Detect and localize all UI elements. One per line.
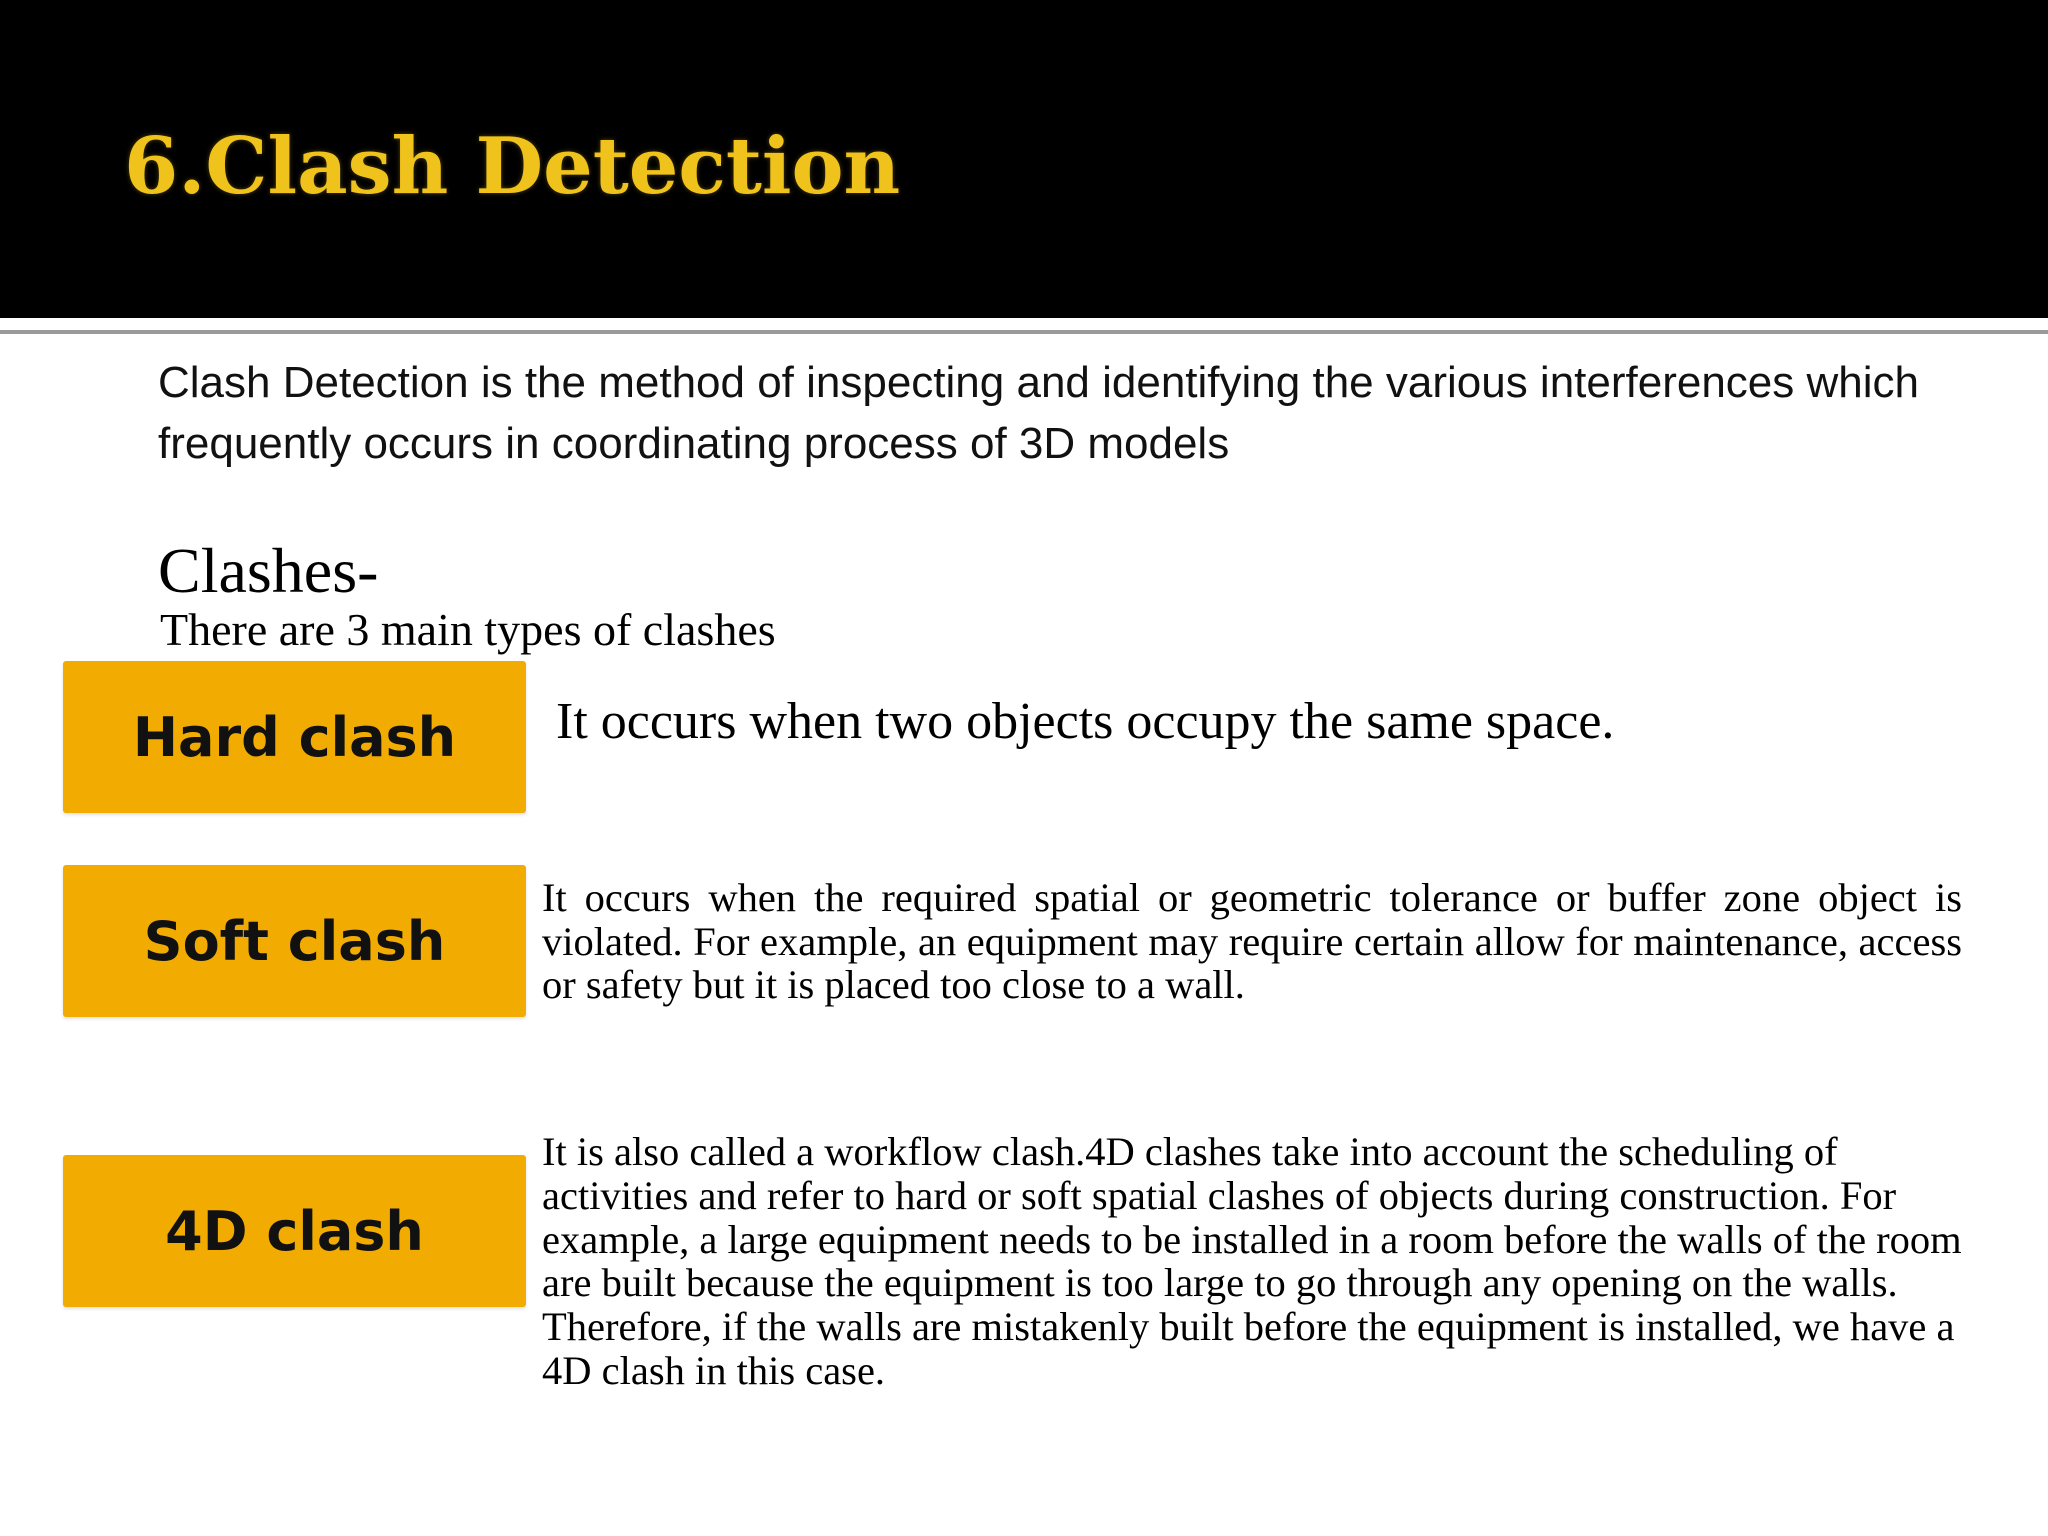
slide-title: 6.Clash Detection: [124, 121, 901, 212]
title-separator-gap: [0, 318, 2048, 330]
4d-clash-box: [63, 1155, 526, 1307]
soft-clash-label: Soft clash: [143, 909, 446, 973]
hard-clash-box: [63, 661, 526, 813]
title-separator-line: [0, 330, 2048, 334]
soft-clash-box: [63, 865, 526, 1017]
4d-clash-description: It is also called a workflow clash.4D clashes take into account the scheduling of activities and refer to hard or soft spatial clashes of objects during construction. For example, a large equipment needs to be installed in a room before the walls of the room are built because the equipment is too large to go through any opening on the walls. Therefore, if the walls are mistakenly built before the equipment is installed, we have a 4D clash in this case.: [542, 1129, 1962, 1393]
4d-clash-label: 4D clash: [165, 1199, 424, 1263]
intro-paragraph: Clash Detection is the method of inspecting and identifying the various interferences which frequently occurs in coordinating process of 3D models: [158, 358, 1919, 468]
soft-clash-description: It occurs when the required spatial or geometric tolerance or buffer zone object is violated. For example, an equipment may require certain allow for maintenance, access or safety but it is placed too close to a wall.: [542, 875, 1962, 1007]
hard-clash-label: Hard clash: [132, 705, 457, 769]
title-bar: [0, 0, 2048, 318]
section-heading: Clashes-: [158, 535, 379, 606]
section-subheading: There are 3 main types of clashes: [160, 604, 776, 655]
hard-clash-description: It occurs when two objects occupy the same space.: [556, 693, 1615, 750]
